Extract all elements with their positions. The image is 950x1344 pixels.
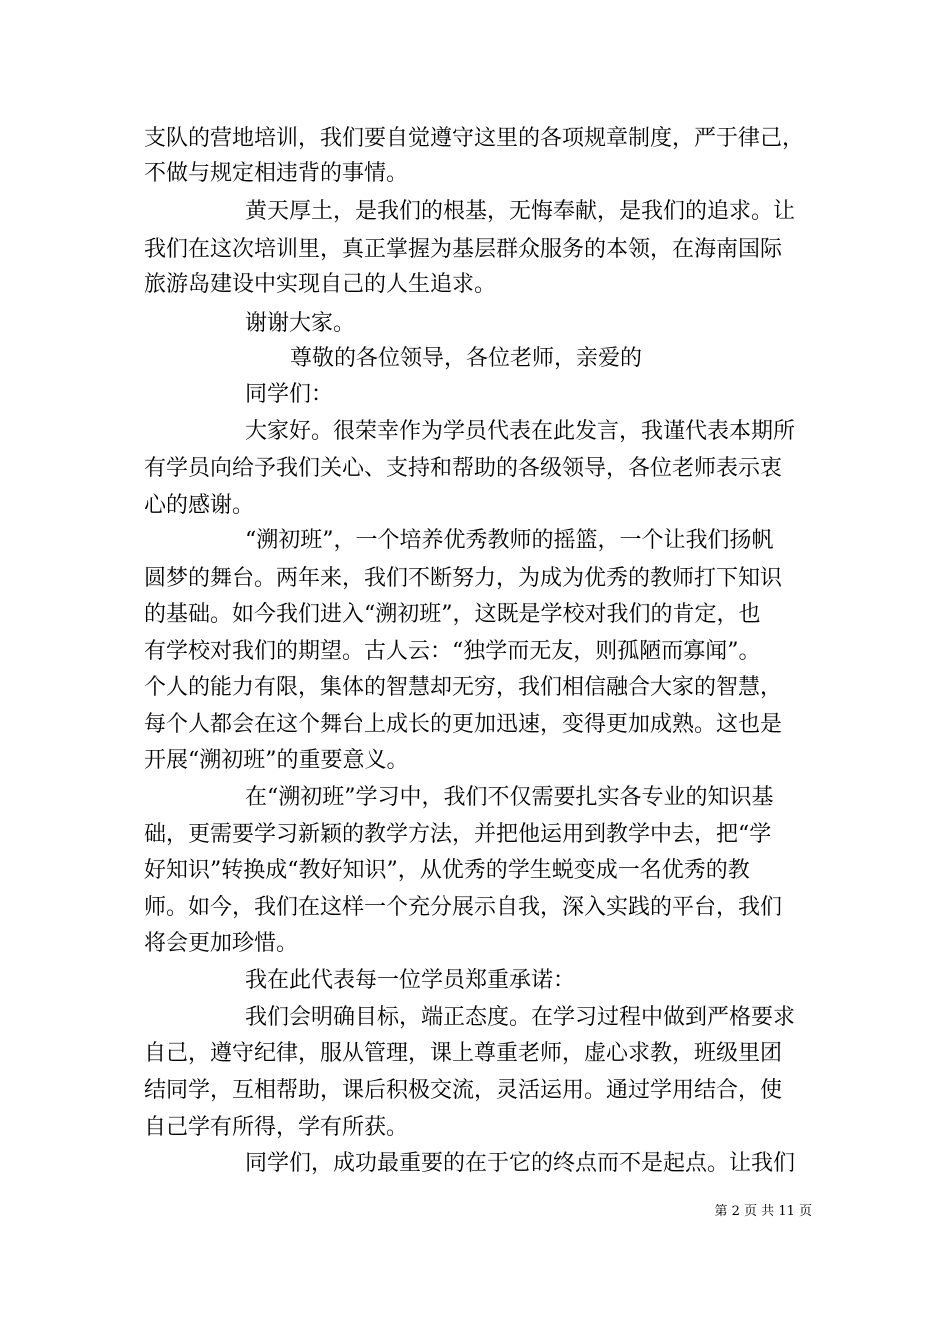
text-line: 自己，遵守纪律，服从管理，课上尊重老师，虚心求教，班级里团 [144, 1041, 783, 1066]
text-line: 心的感谢。 [144, 493, 255, 518]
text-line: 的基础。如今我们进入“溯初班”，这既是学校对我们的肯定，也 [144, 602, 761, 627]
text-line: 我在此代表每一位学员郑重承诺： [245, 968, 576, 993]
text-line: 有学员向给予我们关心、支持和帮助的各级领导，各位老师表示衷 [144, 456, 783, 481]
text-line: 圆梦的舞台。两年来，我们不断努力，为成为优秀的教师打下知识 [144, 566, 783, 591]
text-line: 同学们，成功最重要的在于它的终点而不是起点。让我们 [245, 1151, 796, 1176]
text-line: 同学们： [245, 382, 334, 407]
text-line: 将会更加珍惜。 [144, 931, 299, 956]
text-line: 旅游岛建设中实现自己的人生追求。 [144, 272, 497, 297]
text-line: 开展“溯初班”的重要意义。 [144, 748, 409, 773]
text-line: 我们会明确目标，端正态度。在学习过程中做到严格要求 [245, 1005, 796, 1030]
text-line: 支队的营地培训，我们要自觉遵守这里的各项规章制度，严于律己， [144, 126, 805, 151]
text-line: 尊敬的各位领导，各位老师，亲爱的 [290, 346, 643, 371]
text-line: “溯初班”，一个培养优秀教师的摇篮，一个让我们扬帆 [245, 528, 774, 553]
text-line: 个人的能力有限，集体的智慧却无穷，我们相信融合大家的智慧， [144, 675, 783, 700]
page-number-footer: 第 2 页 共 11 页 [714, 1204, 812, 1219]
text-line: 有学校对我们的期望。古人云：“独学而无友，则孤陋而寡闻”。 [144, 639, 761, 664]
text-line: 结同学，互相帮助，课后积极交流，灵活运用。通过学用结合，使 [144, 1078, 783, 1103]
text-line: 谢谢大家。 [245, 311, 356, 336]
text-line: 在“溯初班”学习中，我们不仅需要扎实各专业的知识基 [245, 785, 774, 810]
text-line: 大家好。很荣幸作为学员代表在此发言，我谨代表本期所 [245, 419, 796, 444]
text-line: 每个人都会在这个舞台上成长的更加迅速，变得更加成熟。这也是 [144, 712, 783, 737]
text-line: 好知识”转换成“教好知识”，从优秀的学生蜕变成一名优秀的教 [144, 858, 750, 883]
text-line: 自己学有所得，学有所获。 [144, 1115, 409, 1140]
text-line: 础，更需要学习新颖的教学方法，并把他运用到教学中去，把“学 [144, 822, 772, 847]
text-line: 不做与规定相违背的事情。 [144, 161, 409, 186]
text-line: 黄天厚土，是我们的根基，无悔奉献，是我们的追求。让 [245, 199, 796, 224]
text-line: 师。如今，我们在这样一个充分展示自我，深入实践的平台，我们 [144, 895, 783, 920]
text-line: 我们在这次培训里，真正掌握为基层群众服务的本领，在海南国际 [144, 237, 783, 262]
